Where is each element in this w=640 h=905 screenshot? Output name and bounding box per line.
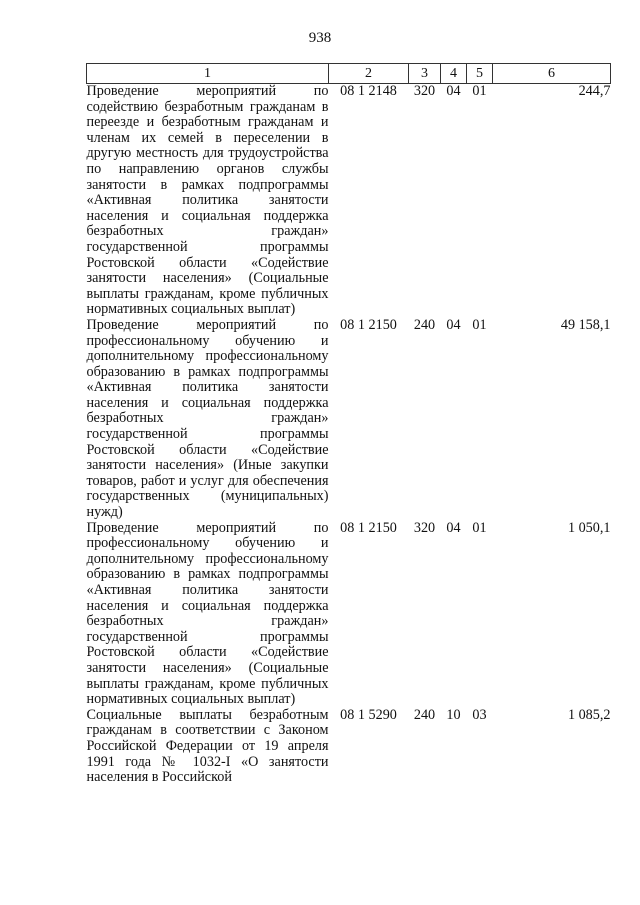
row-amount: 1 085,2 (567, 706, 611, 723)
row-amount: 49 158,1 (560, 316, 611, 333)
row-subsection: 01 (472, 83, 487, 99)
header-col-3: 3 (409, 64, 441, 84)
header-row (87, 64, 611, 84)
row-code: 08 1 2150 (340, 519, 397, 536)
row-expense-type: 320 (413, 83, 436, 99)
table-row (87, 521, 611, 708)
budget-table (86, 63, 611, 786)
row-section: 04 (446, 316, 461, 333)
row-description: Проведение мероприятий по профессиональному обучению и дополнительному профессиональному образованию в рамках подпрограммы «Активная политика занятости населения и социальная поддержка безработных граждан» государственной программы Ростовской области «Содействие занятости населения» (Социальные выплаты гражданам, кроме публичных нормативных социальных выплат) (86, 519, 329, 708)
row-subsection: 01 (472, 519, 487, 536)
row-code: 08 1 2150 (340, 316, 397, 333)
row-expense-type: 240 (413, 706, 436, 723)
row-expense-type: 240 (413, 316, 436, 333)
header-col-5: 5 (467, 64, 493, 84)
header-col-1: 1 (87, 64, 329, 84)
row-section: 10 (446, 706, 461, 723)
row-subsection: 01 (472, 316, 487, 333)
row-section: 04 (446, 83, 461, 99)
header-col-4: 4 (441, 64, 467, 84)
row-description: Проведение мероприятий по профессиональному обучению и дополнительному профессиональному образованию в рамках подпрограммы «Активная политика занятости населения и социальная поддержка безработных граждан» государственной программы Ростовской области «Содействие занятости населения» (Иные закупки товаров, работ и услуг для обеспечения государственных (муниципальных) нужд) (86, 316, 329, 521)
row-code: 08 1 2148 (340, 83, 397, 99)
header-col-6: 6 (493, 64, 611, 84)
row-subsection: 03 (472, 706, 487, 723)
table-row (87, 318, 611, 521)
row-code: 08 1 5290 (340, 706, 397, 723)
table-row (87, 84, 611, 318)
row-section: 04 (446, 519, 461, 536)
row-description: Социальные выплаты безработным гражданам в соответствии с Законом Российской Федерации от 19 апреля 1991 года № 1032-I «О занятости населения в Российской (86, 706, 329, 786)
row-amount: 1 050,1 (567, 519, 611, 536)
row-expense-type: 320 (413, 519, 436, 536)
row-description: Проведение мероприятий по содействию безработным гражданам в переезде и безработным гражданам и членам их семей в переселении в другую местность для трудоустройства по направлению органов службы занятости в рамках подпрограммы «Активная политика занятости населения и социальная поддержка безработных граждан» государственной программы Ростовской области «Содействие занятости населения» (Социальные выплаты гражданам, кроме публичных нормативных социальных выплат) (86, 83, 329, 318)
table-row (87, 708, 611, 786)
row-amount: 244,7 (578, 83, 611, 99)
page-number: 938 (308, 30, 332, 46)
header-col-2: 2 (329, 64, 409, 84)
